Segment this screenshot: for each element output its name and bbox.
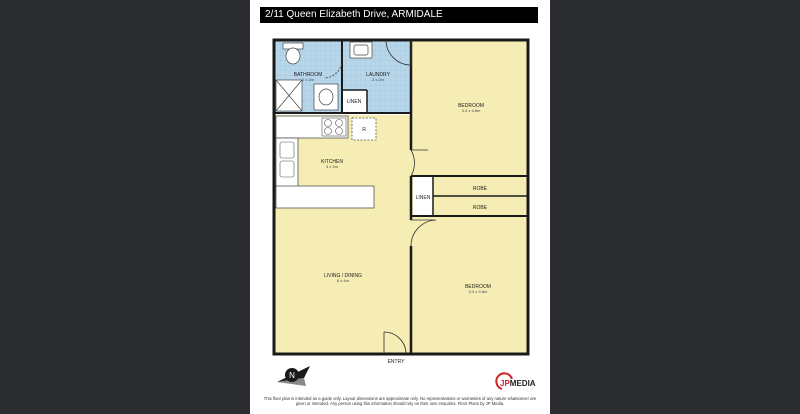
bathroom-label: BATHROOM (293, 72, 323, 78)
bedroom2-dims: 3.3 x 4.6m (468, 289, 488, 294)
bedroom2-label: BEDROOM (465, 284, 491, 290)
living-label: LIVING / DINING (323, 273, 363, 279)
vanity-basin-icon (314, 84, 338, 110)
kitchen-dims: 4 x 3m (325, 164, 339, 169)
bedroom1-label: BEDROOM (458, 103, 484, 109)
brand-mark: JP (500, 379, 510, 388)
linen-mid-label: LINEN (415, 195, 431, 201)
brand-name (500, 379, 536, 388)
linen-top-label: LINEN (346, 99, 362, 105)
brand-text: MEDIA (509, 379, 536, 388)
shower-icon (276, 80, 302, 111)
kitchen-island (276, 186, 374, 208)
robe2-label: ROBE (472, 205, 488, 211)
living-dims: 6 x 4m (336, 278, 350, 283)
robe1-label: ROBE (472, 186, 488, 192)
kitchen-bench-left (276, 138, 298, 188)
laundry-label: LAUNDRY (366, 72, 390, 78)
svg-text:N: N (289, 371, 295, 380)
laundry-tub-icon (350, 42, 372, 58)
compass-icon (277, 366, 310, 386)
bathroom-dims: 2 x 2m (301, 77, 315, 82)
disclaimer-text: This floor plan is intended as a guide only. Layout dimensions are approximate only. No representations or warranties of any nature whatsoever are given or intended. Any person using this information should rely on their own enquiries. Floor Plans by JP Media. (263, 396, 537, 406)
kitchen-bench-top (276, 116, 348, 138)
bedroom1-dims: 3.3 x 4.8m (461, 108, 481, 113)
fridge-label: R (362, 127, 366, 133)
page-title: 2/11 Queen Elizabeth Drive, ARMIDALE (260, 7, 538, 23)
laundry-dims: 2 x 2m (371, 77, 385, 82)
kitchen-label: KITCHEN (321, 159, 343, 165)
entry-label: ENTRY (387, 359, 405, 365)
